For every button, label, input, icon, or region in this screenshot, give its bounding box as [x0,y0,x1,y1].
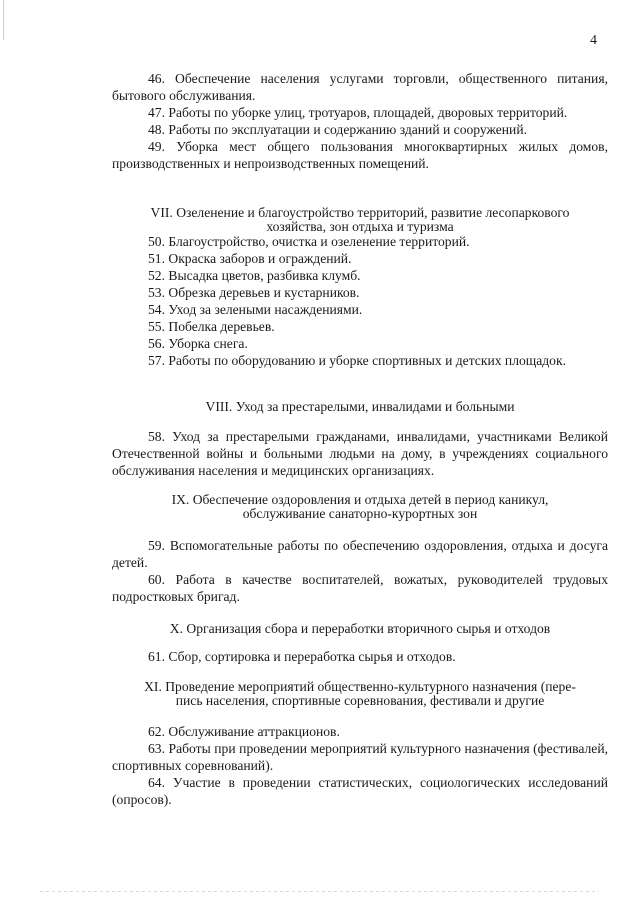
section-8-items [112,428,608,479]
list-item: 47. Работы по уборке улиц, тротуаров, площадей, дворовых территорий. [148,105,568,120]
section-10-heading [112,620,608,637]
section-9-items [112,537,608,605]
section-6-items [112,70,608,172]
list-item: 59. Вспомогательные работы по обеспечению оздоровления, отдыха и досуга детей. [112,538,608,570]
list-item: 48. Работы по эксплуатации и содержанию зданий и сооружений. [148,122,528,137]
list-item: 63. Работы при проведении мероприятий культурного назначения (фестивалей, спортивных соревнований). [112,741,608,773]
list-item: 51. Окраска заборов и ограждений. [148,251,352,266]
section-heading-line: обслуживание санаторно-курортных зон [242,506,478,521]
section-heading-line: XI. Проведение мероприятий общественно-культурного назначения (пере- [144,679,576,694]
page-number: 4 [590,33,597,48]
section-10-items [112,648,608,665]
section-7-items [112,233,608,369]
list-item: 64. Участие в проведении статистических, социологических исследований (опросов). [112,775,608,807]
list-item: 52. Высадка цветов, разбивка клумб. [148,268,361,283]
list-item: 54. Уход за зелеными насаждениями. [148,302,363,317]
list-item: 49. Уборка мест общего пользования многоквартирных жилых домов, производственных и непроизводственных помещений. [112,139,608,171]
list-item: 60. Работа в качестве воспитателей, вожатых, руководителей трудовых подростковых бригад. [112,572,608,604]
section-11-items [112,723,608,808]
section-heading-line: IX. Обеспечение оздоровления и отдыха детей в период каникул, [171,492,549,507]
section-8-heading [112,398,608,415]
list-item: 50. Благоустройство, очистка и озеленение территорий. [148,234,470,249]
list-item: 57. Работы по оборудованию и уборке спортивных и детских площадок. [148,353,566,368]
section-heading-line: VII. Озеленение и благоустройство территорий, развитие лесопаркового [150,205,570,220]
section-heading-line: хозяйства, зон отдыха и туризма [266,219,454,234]
list-item: 58. Уход за престарелыми гражданами, инвалидами, участниками Великой Отечественной войны и больными людьми на дому, в учреждениях социального обслуживания населения и медицинских организациях. [112,429,608,478]
section-11-heading [112,680,608,708]
list-item: 53. Обрезка деревьев и кустарников. [148,285,360,300]
section-heading-line: X. Организация сбора и переработки вторичного сырья и отходов [169,621,551,636]
list-item: 46. Обеспечение населения услугами торговли, общественного питания, бытового обслуживания. [112,71,608,103]
section-heading-line: пись населения, спортивные соревнования, фестивали и другие [175,693,545,708]
list-item: 56. Уборка снега. [148,336,248,351]
section-7-heading [120,206,600,234]
scan-edge-mark [3,0,4,40]
section-heading-line: VIII. Уход за престарелыми, инвалидами и больными [205,399,515,414]
list-item: 55. Побелка деревьев. [148,319,275,334]
section-9-heading [120,493,600,521]
scan-bottom-edge [40,891,599,892]
list-item: 61. Сбор, сортировка и переработка сырья и отходов. [148,649,456,664]
list-item: 62. Обслуживание аттракционов. [148,724,340,739]
